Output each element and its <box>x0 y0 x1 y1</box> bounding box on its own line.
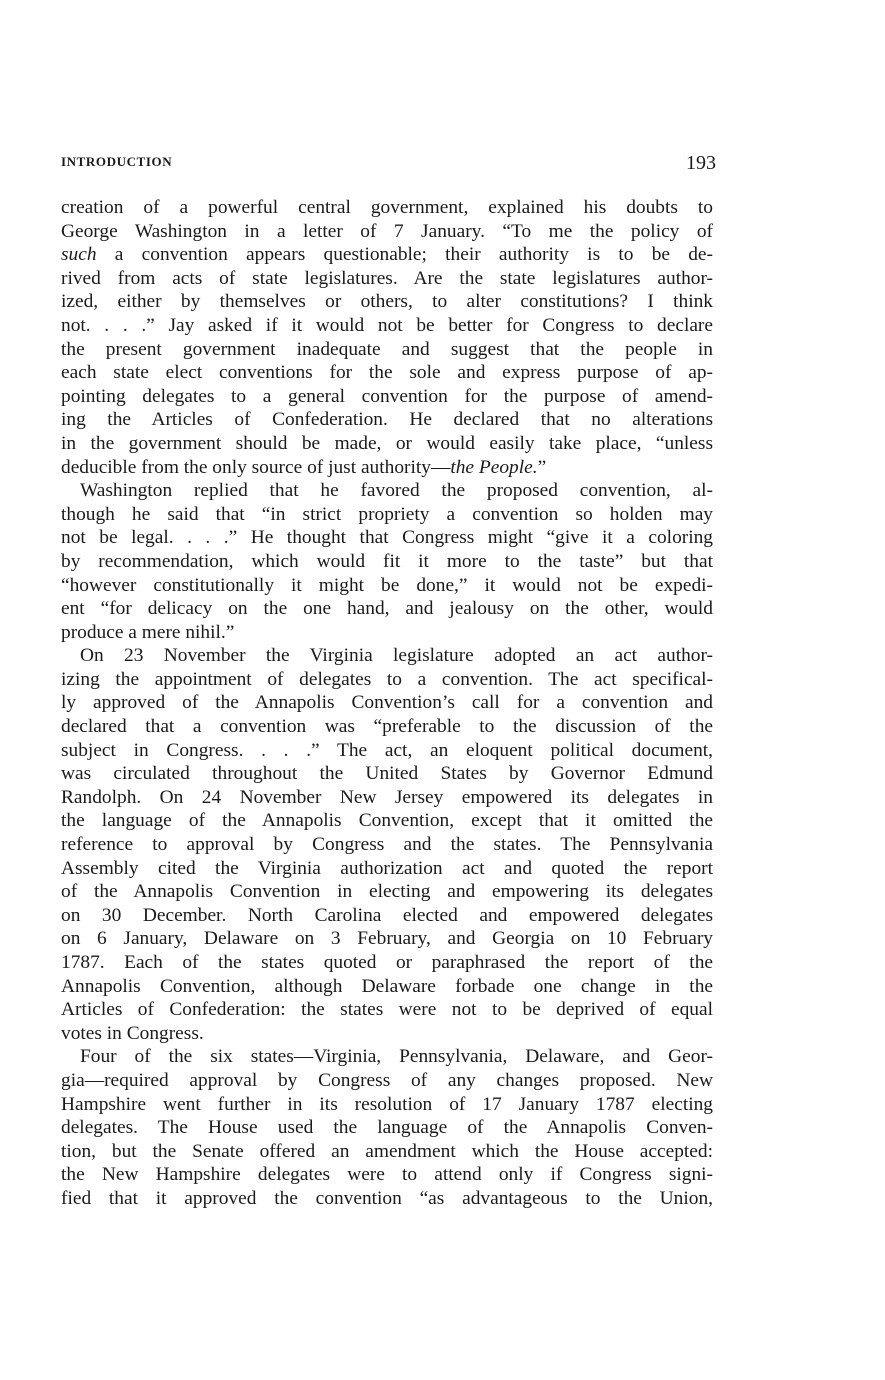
text-line <box>61 456 713 480</box>
text-line: on 30 December. North Carolina elected and empowered delegates <box>61 904 713 926</box>
text-fragment: ” <box>537 456 547 478</box>
text-line: tion, but the Senate offered an amendment which the House accepted: <box>61 1140 713 1162</box>
text-line: not be legal. . . .” He thought that Congress might “give it a coloring <box>61 527 713 549</box>
text-line: the present government inadequate and suggest that the people in <box>61 338 713 360</box>
paragraph-first-line: Four of the six states—Virginia, Pennsylvania, Delaware, and Geor- <box>80 1046 713 1068</box>
text-line: declared that a convention was “preferable to the discussion of the <box>61 716 713 738</box>
text-line: in the government should be made, or would easily take place, “unless <box>61 432 713 454</box>
text-line: gia—required approval by Congress of any changes proposed. New <box>61 1069 713 1091</box>
text-line: of the Annapolis Convention in electing and empowering its delegates <box>61 881 713 903</box>
text-line: Randolph. On 24 November New Jersey empowered its delegates in <box>61 786 713 808</box>
text-line: ent “for delicacy on the one hand, and jealousy on the other, would <box>61 598 713 620</box>
italic-text: such <box>61 244 97 266</box>
text-line: ly approved of the Annapolis Convention’s call for a convention and <box>61 692 713 714</box>
page-number: 193 <box>686 152 716 174</box>
text-line: fied that it approved the convention “as advantageous to the Union, <box>61 1187 713 1209</box>
text-line: Hampshire went further in its resolution of 17 January 1787 electing <box>61 1093 713 1115</box>
text-line: “however constitutionally it might be done,” it would not be expedi- <box>61 574 713 596</box>
text-line: was circulated throughout the United States by Governor Edmund <box>61 763 713 785</box>
text-line: creation of a powerful central government, explained his doubts to <box>61 197 713 218</box>
paragraph-first-line: On 23 November the Virginia legislature adopted an act author- <box>80 645 713 667</box>
running-head <box>61 152 716 176</box>
text-line: by recommendation, which would fit it more to the taste” but that <box>61 550 713 572</box>
text-line: subject in Congress. . . .” The act, an eloquent political document, <box>61 739 713 761</box>
text-line: George Washington in a letter of 7 January. “To me the policy of <box>61 220 713 242</box>
text-line: ized, either by themselves or others, to alter constitutions? I think <box>61 291 713 313</box>
text-line: Assembly cited the Virginia authorization act and quoted the report <box>61 857 713 879</box>
text-line: 1787. Each of the states quoted or paraphrased the report of the <box>61 952 713 973</box>
italic-text: the People. <box>450 456 538 478</box>
text-line: reference to approval by Congress and the states. The Pennsylvania <box>61 834 713 856</box>
text-line: produce a mere nihil.” <box>61 621 235 643</box>
section-title: INTRODUCTION <box>61 154 173 169</box>
text-line: delegates. The House used the language of the Annapolis Conven- <box>61 1117 713 1139</box>
body-text <box>61 196 713 1211</box>
text-fragment: a convention appears questionable; their authority is to be de- <box>96 244 713 266</box>
text-fragment: deducible from the only source of just authority— <box>61 456 451 478</box>
text-line: Articles of Confederation: the states were not to be deprived of equal <box>61 999 713 1021</box>
text-line: Annapolis Convention, although Delaware forbade one change in the <box>61 975 713 997</box>
text-line: votes in Congress. <box>61 1022 204 1044</box>
text-line: not. . . .” Jay asked if it would not be better for Congress to declare <box>61 314 713 336</box>
text-line: though he said that “in strict propriety a convention so holden may <box>61 503 713 525</box>
text-line: each state elect conventions for the sole and express purpose of ap- <box>61 362 713 384</box>
text-line: pointing delegates to a general convention for the purpose of amend- <box>61 385 713 407</box>
text-line: ing the Articles of Confederation. He declared that no alterations <box>61 409 713 431</box>
text-line: the language of the Annapolis Convention, except that it omitted the <box>61 810 713 832</box>
text-line: the New Hampshire delegates were to attend only if Congress signi- <box>61 1164 713 1186</box>
text-line: izing the appointment of delegates to a convention. The act specifical- <box>61 668 713 690</box>
text-line <box>61 243 713 267</box>
text-line: on 6 January, Delaware on 3 February, and Georgia on 10 February <box>61 928 713 950</box>
text-line: rived from acts of state legislatures. Are the state legislatures author- <box>61 267 713 289</box>
paragraph-first-line: Washington replied that he favored the proposed convention, al- <box>80 480 713 502</box>
